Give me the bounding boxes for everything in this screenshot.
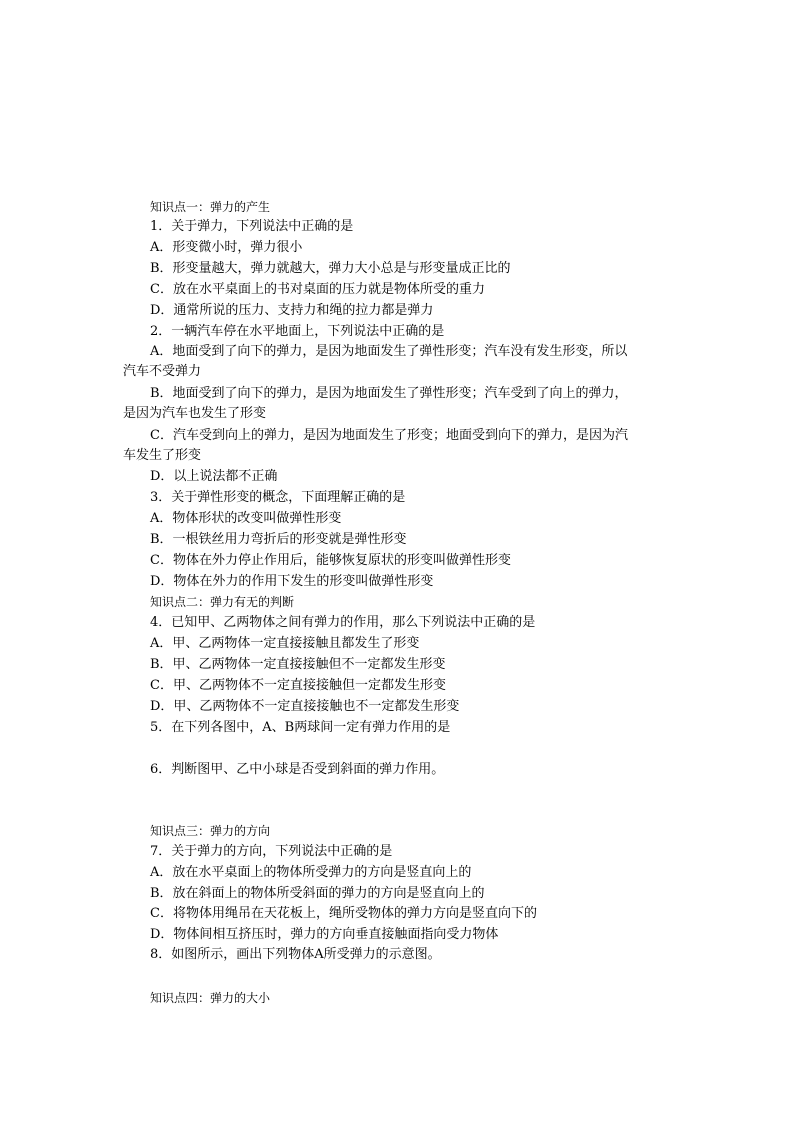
q1-option-b: B．形变量越大，弹力就越大，弹力大小总是与形变量成正比的 xyxy=(150,261,511,276)
q2-stem: 2．一辆汽车停在水平地面上，下列说法中正确的是 xyxy=(150,324,445,339)
q1-option-d: D．通常所说的压力、支持力和绳的拉力都是弹力 xyxy=(150,303,434,318)
section-heading-4: 知识点四：弹力的大小 xyxy=(150,991,271,1005)
q7-option-c: C．将物体用绳吊在天花板上，绳所受物体的弹力方向是竖直向下的 xyxy=(150,906,537,921)
q4-option-a: A．甲、乙两物体一定直接接触且都发生了形变 xyxy=(150,636,420,651)
q3-option-a: A．物体形状的改变叫做弹性形变 xyxy=(150,511,342,526)
q4-stem: 4．已知甲、乙两物体之间有弹力的作用，那么下列说法中正确的是 xyxy=(150,615,536,630)
q2-option-a-line2: 汽车不受弹力 xyxy=(123,364,202,379)
q8-stem: 8．如图所示，画出下列物体A所受弹力的示意图。 xyxy=(150,947,441,962)
section-heading-2: 知识点二：弹力有无的判断 xyxy=(150,595,295,609)
q1-stem: 1．关于弹力，下列说法中正确的是 xyxy=(150,219,354,234)
q4-option-c: C．甲、乙两物体不一定直接接触但一定都发生形变 xyxy=(150,678,446,693)
q5-stem: 5．在下列各图中，A、B两球间一定有弹力作用的是 xyxy=(150,720,451,735)
q7-option-d: D．物体间相互挤压时，弹力的方向垂直接触面指向受力物体 xyxy=(150,927,499,942)
q2-option-c-line1: C．汽车受到向上的弹力，是因为地面发生了形变；地面受到向下的弹力，是因为汽 xyxy=(150,428,628,443)
q3-stem: 3．关于弹性形变的概念，下面理解正确的是 xyxy=(150,490,406,505)
q7-option-b: B．放在斜面上的物体所受斜面的弹力的方向是竖直向上的 xyxy=(150,886,485,901)
q1-option-c: C．放在水平桌面上的书对桌面的压力就是物体所受的重力 xyxy=(150,282,485,297)
q6-stem: 6．判断图甲、乙中小球是否受到斜面的弹力作用。 xyxy=(150,762,445,777)
section-heading-3: 知识点三：弹力的方向 xyxy=(150,824,271,838)
q2-option-c-line2: 车发生了形变 xyxy=(123,448,202,463)
q3-option-b: B．一根铁丝用力弯折后的形变就是弹性形变 xyxy=(150,532,407,547)
q3-option-c: C．物体在外力停止作用后，能够恢复原状的形变叫做弹性形变 xyxy=(150,553,511,568)
q2-option-b-line1: B．地面受到了向下的弹力，是因为地面发生了弹性形变；汽车受到了向上的弹力， xyxy=(150,386,628,401)
section-heading-1: 知识点一：弹力的产生 xyxy=(150,200,271,214)
q1-option-a: A．形变微小时，弹力很小 xyxy=(150,240,303,255)
q2-option-b-line2: 是因为汽车也发生了形变 xyxy=(123,406,267,421)
q7-stem: 7．关于弹力的方向，下列说法中正确的是 xyxy=(150,844,393,859)
q2-option-a-line1: A．地面受到了向下的弹力，是因为地面发生了弹性形变；汽车没有发生形变，所以 xyxy=(150,344,628,359)
q4-option-b: B．甲、乙两物体一定直接接触但不一定都发生形变 xyxy=(150,657,446,672)
q7-option-a: A．放在水平桌面上的物体所受弹力的方向是竖直向上的 xyxy=(150,865,472,880)
q4-option-d: D．甲、乙两物体不一定直接接触也不一定都发生形变 xyxy=(150,699,460,714)
q3-option-d: D．物体在外力的作用下发生的形变叫做弹性形变 xyxy=(150,574,434,589)
q2-option-d: D．以上说法都不正确 xyxy=(150,469,278,484)
